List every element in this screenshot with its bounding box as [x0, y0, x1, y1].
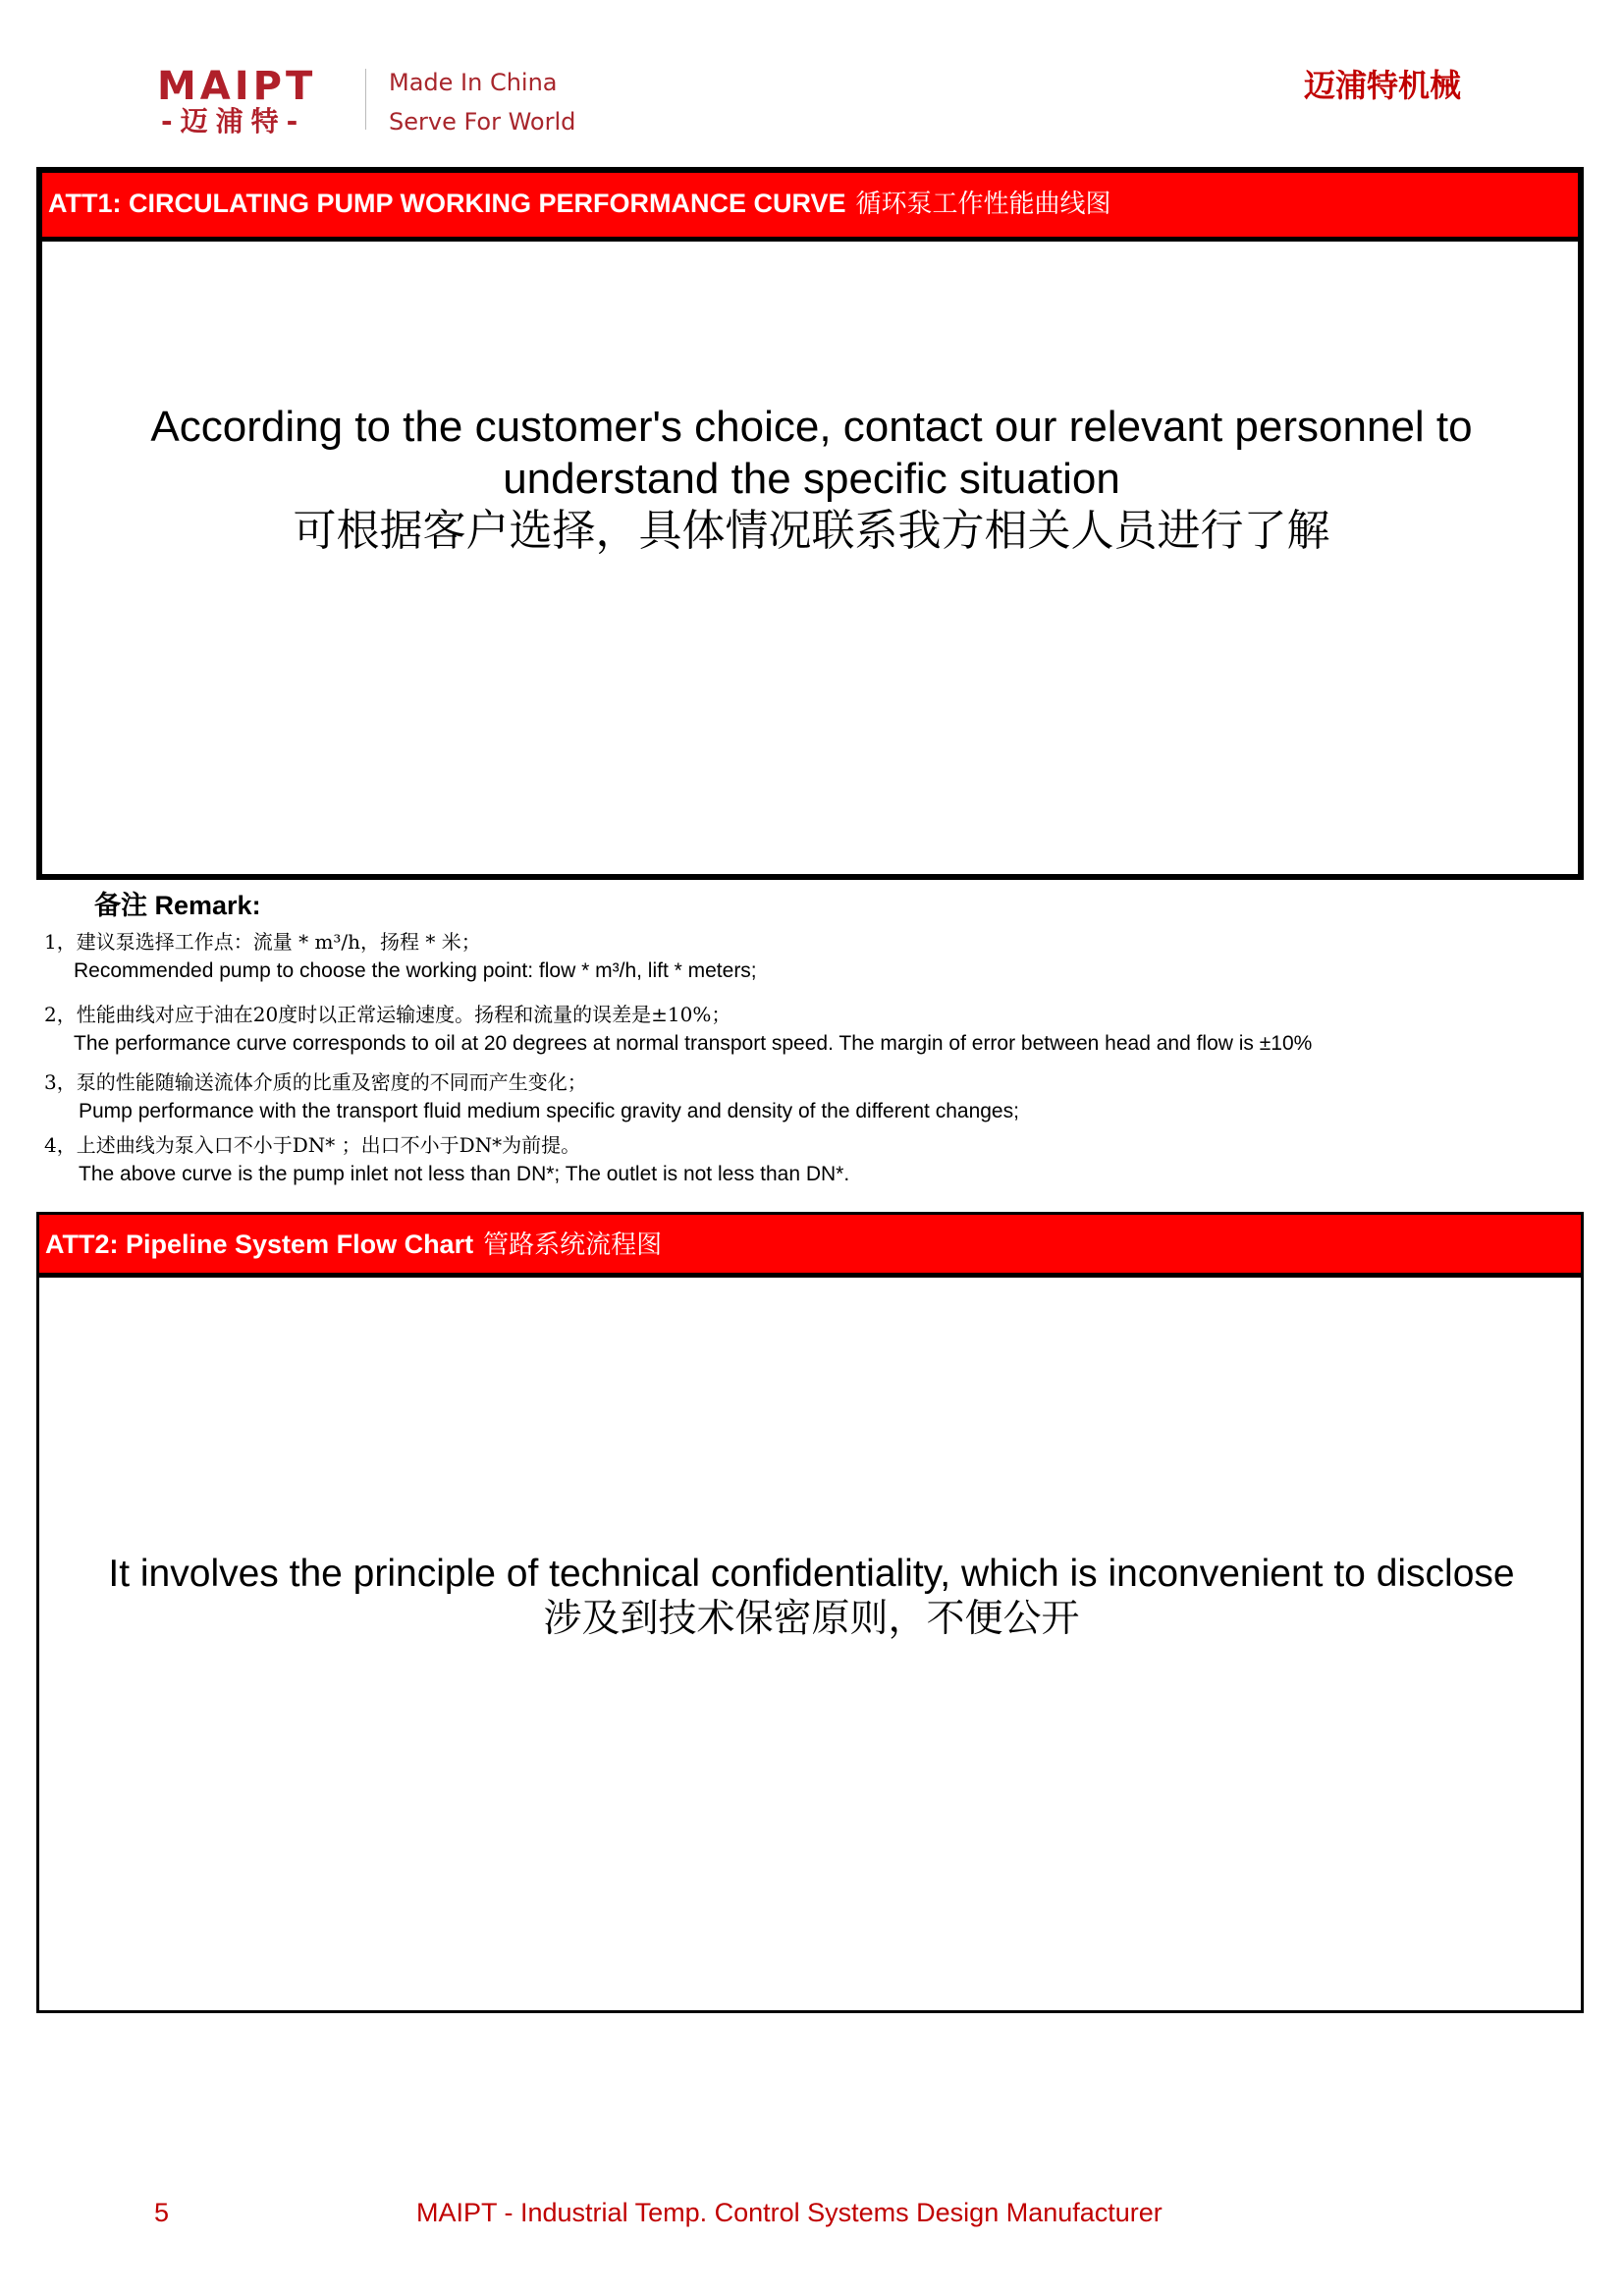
att2-message: [0, 1552, 1623, 1642]
remark-item-en: Pump performance with the transport fluid medium specific gravity and density of the different changes;: [79, 1100, 1019, 1122]
att2-message-cn: 涉及到技术保密原则，不便公开: [543, 1597, 1080, 1641]
att2-title-cn: 管路系统流程图: [483, 1230, 663, 1260]
att2-message-en: It involves the principle of technical confidentiality, which is inconvenient to disclose: [108, 1553, 1515, 1595]
remark-item-cn: 3，泵的性能随输送流体介质的比重及密度的不同而产生变化；: [44, 1070, 587, 1094]
att1-message: [0, 401, 1623, 557]
remark-item-cn: 4，上述曲线为泵入口不小于DN* ；出口不小于DN*为前提。: [44, 1133, 581, 1157]
logo-cn: -迈浦特-: [161, 105, 306, 137]
brand-name-cn: 迈浦特机械: [1304, 68, 1462, 103]
remark-item-en: The above curve is the pump inlet not less than DN*; The outlet is not less than DN*.: [79, 1163, 850, 1185]
page-number: 5: [154, 2198, 170, 2227]
att1-title-en: ATT1: CIRCULATING PUMP WORKING PERFORMANCE CURVE: [48, 189, 846, 218]
remark-item-cn: 1，建议泵选择工作点：流量 * m³/h，扬程 * 米；: [44, 930, 481, 954]
remark-item-cn: 2，性能曲线对应于油在20度时以正常运输速度。扬程和流量的误差是±10%；: [44, 1003, 731, 1026]
logo-text: MAIPT: [157, 64, 317, 109]
att2-title-en: ATT2: Pipeline System Flow Chart: [45, 1230, 474, 1259]
tagline-1: Made In China: [389, 69, 558, 96]
footer-text: MAIPT - Industrial Temp. Control Systems Design Manufacturer: [416, 2198, 1163, 2227]
logo-divider: [365, 69, 366, 130]
att1-header-bar: [42, 173, 1578, 242]
company-logo: [157, 65, 344, 137]
att1-message-en-1: According to the customer's choice, contact our relevant personnel to: [150, 403, 1473, 451]
att1-message-cn: 可根据客户选择，具体情况联系我方相关人员进行了解: [293, 506, 1330, 556]
remark-item-en: Recommended pump to choose the working point: flow * m³/h, lift * meters;: [74, 959, 757, 982]
att2-header-bar: [39, 1215, 1581, 1278]
att1-title-cn: 循环泵工作性能曲线图: [855, 190, 1111, 219]
tagline-2: Serve For World: [389, 108, 576, 136]
remark-item-en: The performance curve corresponds to oil at 20 degrees at normal transport speed. The margin of error between head and flow is ±10%: [74, 1032, 1313, 1055]
att1-message-en-2: understand the specific situation: [503, 455, 1120, 503]
remark-title: 备注 Remark:: [94, 891, 261, 920]
